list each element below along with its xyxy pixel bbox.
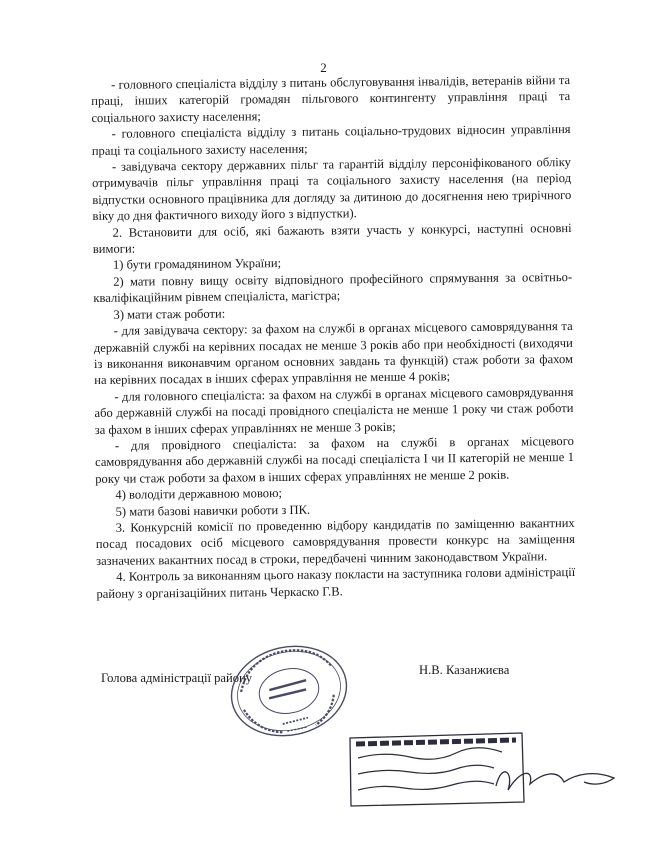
paragraph: 2) мати повну вищу освіту відповідного професійного спрямування за освітньо-кваліфікаційним рівнем спеціаліста, магістра; (93, 269, 573, 306)
paragraph: - для головного спеціаліста: за фахом на службі в органах місцевого самоврядування або державній службі на посаді провідного спеціаліста не менше 1 року чи стаж роботи за фахом в інших сферах управліннях не менше 3 років; (94, 384, 574, 437)
certified-copy-stamp (344, 732, 634, 808)
paragraph: 4) володіти державною мовою; (115, 486, 283, 502)
paragraph: 3) мати стаж роботи: (113, 306, 226, 322)
paragraph: 1) бути громадянином України; (112, 256, 282, 273)
signatory-title: Голова адміністрації району (101, 671, 253, 685)
signatory-name: Н.В. Казанжиєва (419, 663, 510, 677)
paragraph: - завідувача сектору державних пільг та гарантій відділу персоніфікованого обліку отримувачів пільг управління праці та соціального захисту населення (на період відпустки основного працівника для догляду за дитиною до досягнення нею трирічного віку до дня фактичного виходу його з відпустки). (92, 155, 572, 224)
official-seal (224, 642, 354, 740)
paragraph: - головного спеціаліста відділу з питань соціально-трудових відносин управління праці та соціального захисту населення; (91, 122, 571, 158)
paragraph: - для завідувача сектору: за фахом на службі в органах місцевого самоврядування та державній службі на керівних посадах не менше 3 років або при необхідності (виходячи із виконання виконавчим органом основних завдань та функцій) стаж роботи за фахом на керівних посадах в інших сферах управління не менше 4 років; (93, 319, 574, 388)
paragraph: 2. Встановити для осіб, які бажають взяти участь у конкурсі, наступні основні вимоги: (92, 220, 572, 257)
paragraph: - головного спеціаліста відділу з питань обслуговування інвалідів, ветеранів війни та праці, інших категорій громадян пільгового контингенту управління праці та соціального захисту населення; (91, 72, 571, 125)
paragraph: - для провідного спеціаліста: за фахом на службі в органах місцевого самоврядування або державній службі на посаді спеціаліста І чи ІІ категорій не менше 1 року чи стаж роботи за фахом в інших сферах управліннях не менше 2 років. (94, 433, 575, 486)
paragraph: 4. Контроль за виконанням цього наказу покласти на заступника голови адміністрації району з організаційних питань Черкаско Г.В. (96, 565, 576, 601)
document-body (91, 72, 575, 602)
page-number: 2 (320, 60, 327, 75)
paragraph: 3. Конкурсній комісії по проведенню відбору кандидатів по заміщенню вакантних посад посадових осіб місцевого самоврядування провести конкурс на заміщення зазначених вакантних посад в строки, передбачені чинним законодавством України. (95, 515, 575, 568)
paragraph: 5) мати базові навички роботи з ПК. (115, 502, 311, 519)
